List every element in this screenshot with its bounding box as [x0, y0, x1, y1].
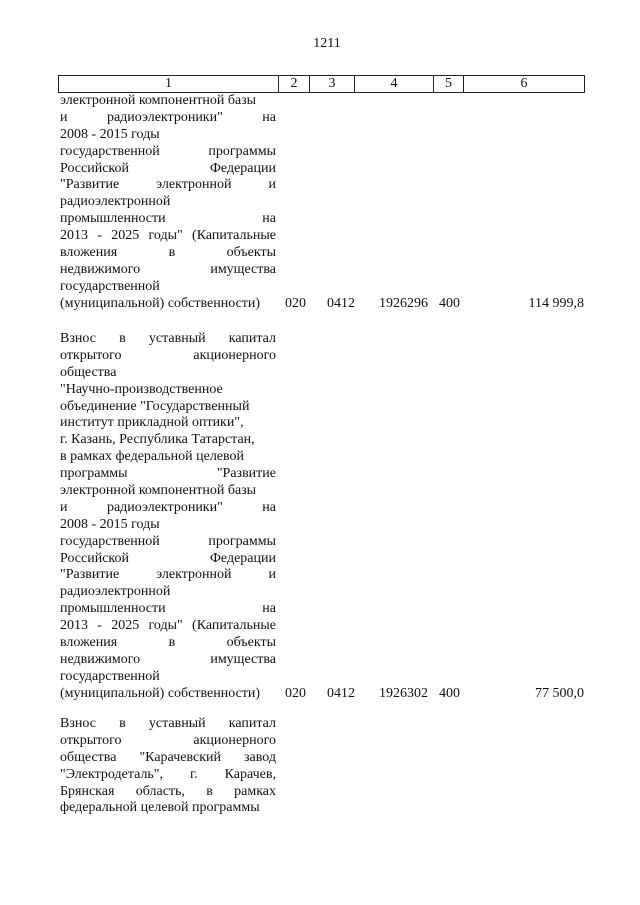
row-description	[60, 331, 276, 703]
description-line: (муниципальной) собственности)	[60, 685, 261, 701]
description-line: открытого акционерного	[60, 732, 276, 748]
column-4-value: 1926296	[379, 295, 428, 311]
description-line: государственной	[60, 668, 160, 684]
description-line: и радиоэлектроники" на	[60, 499, 276, 515]
table-header-row	[58, 75, 585, 93]
column-header-6: 6	[520, 76, 528, 91]
description-line: Российской Федерации	[60, 160, 276, 176]
row-description	[60, 716, 276, 817]
description-line: вложения в объекты	[60, 245, 276, 261]
column-header-5: 5	[434, 76, 464, 92]
description-line: вложения в объекты	[60, 635, 276, 651]
description-line: государственной программы	[60, 533, 276, 549]
column-header-1: 1	[59, 76, 279, 92]
description-line: электронной компонентной базы	[60, 483, 257, 499]
description-line: промышленности на	[60, 211, 276, 227]
description-line: программы "Развитие	[60, 466, 276, 482]
column-3-value: 0412	[327, 685, 355, 701]
column-header-3: 3	[310, 76, 355, 92]
column-header-2: 2	[279, 76, 310, 92]
column-5-value: 400	[439, 295, 460, 311]
description-line: 2013 - 2025 годы" (Капитальные	[60, 228, 276, 244]
description-line: объединение "Государственный	[60, 398, 250, 414]
column-2-value: 020	[285, 685, 306, 701]
description-line: общества "Карачевский завод	[60, 749, 276, 765]
description-line: промышленности на	[60, 601, 276, 617]
row-description	[60, 93, 276, 313]
description-line: Взнос в уставный капитал	[60, 331, 276, 346]
page-number: 1211	[313, 36, 341, 51]
description-line: недвижимого имущества	[60, 261, 276, 277]
description-line: "Научно-производственное	[60, 381, 223, 397]
description-line: электронной компонентной базы	[60, 93, 257, 108]
description-line: 2013 - 2025 годы" (Капитальные	[60, 618, 276, 634]
description-line: "Электродеталь", г. Карачев,	[60, 766, 276, 782]
description-line: недвижимого имущества	[60, 651, 276, 667]
column-6-value: 114 999,8	[528, 295, 584, 311]
description-line: 2008 - 2015 годы	[60, 126, 160, 142]
description-line: "Развитие электронной и	[60, 567, 276, 583]
description-line: институт прикладной оптики",	[60, 415, 244, 431]
description-line: государственной программы	[60, 143, 276, 159]
column-2-value: 020	[285, 295, 306, 311]
description-line: и радиоэлектроники" на	[60, 109, 276, 125]
description-line: в рамках федеральной целевой	[60, 449, 245, 465]
description-line: общества	[60, 364, 117, 380]
description-line: Российской Федерации	[60, 550, 276, 566]
description-line: радиоэлектронной	[60, 194, 171, 210]
description-line: "Развитие электронной и	[60, 177, 276, 193]
description-line: радиоэлектронной	[60, 584, 171, 600]
description-line: федеральной целевой программы	[60, 800, 260, 816]
column-3-value: 0412	[327, 295, 355, 311]
description-line: государственной	[60, 278, 160, 294]
column-header-4: 4	[355, 76, 434, 92]
description-line: (муниципальной) собственности)	[60, 295, 261, 311]
description-line: открытого акционерного	[60, 347, 276, 363]
description-line: г. Казань, Республика Татарстан,	[60, 432, 255, 448]
description-line: Взнос в уставный капитал	[60, 716, 276, 731]
description-line: 2008 - 2015 годы	[60, 516, 160, 532]
column-5-value: 400	[439, 685, 460, 701]
column-6-value: 77 500,0	[535, 685, 584, 701]
column-4-value: 1926302	[379, 685, 428, 701]
description-line: Брянская область, в рамках	[60, 783, 276, 799]
